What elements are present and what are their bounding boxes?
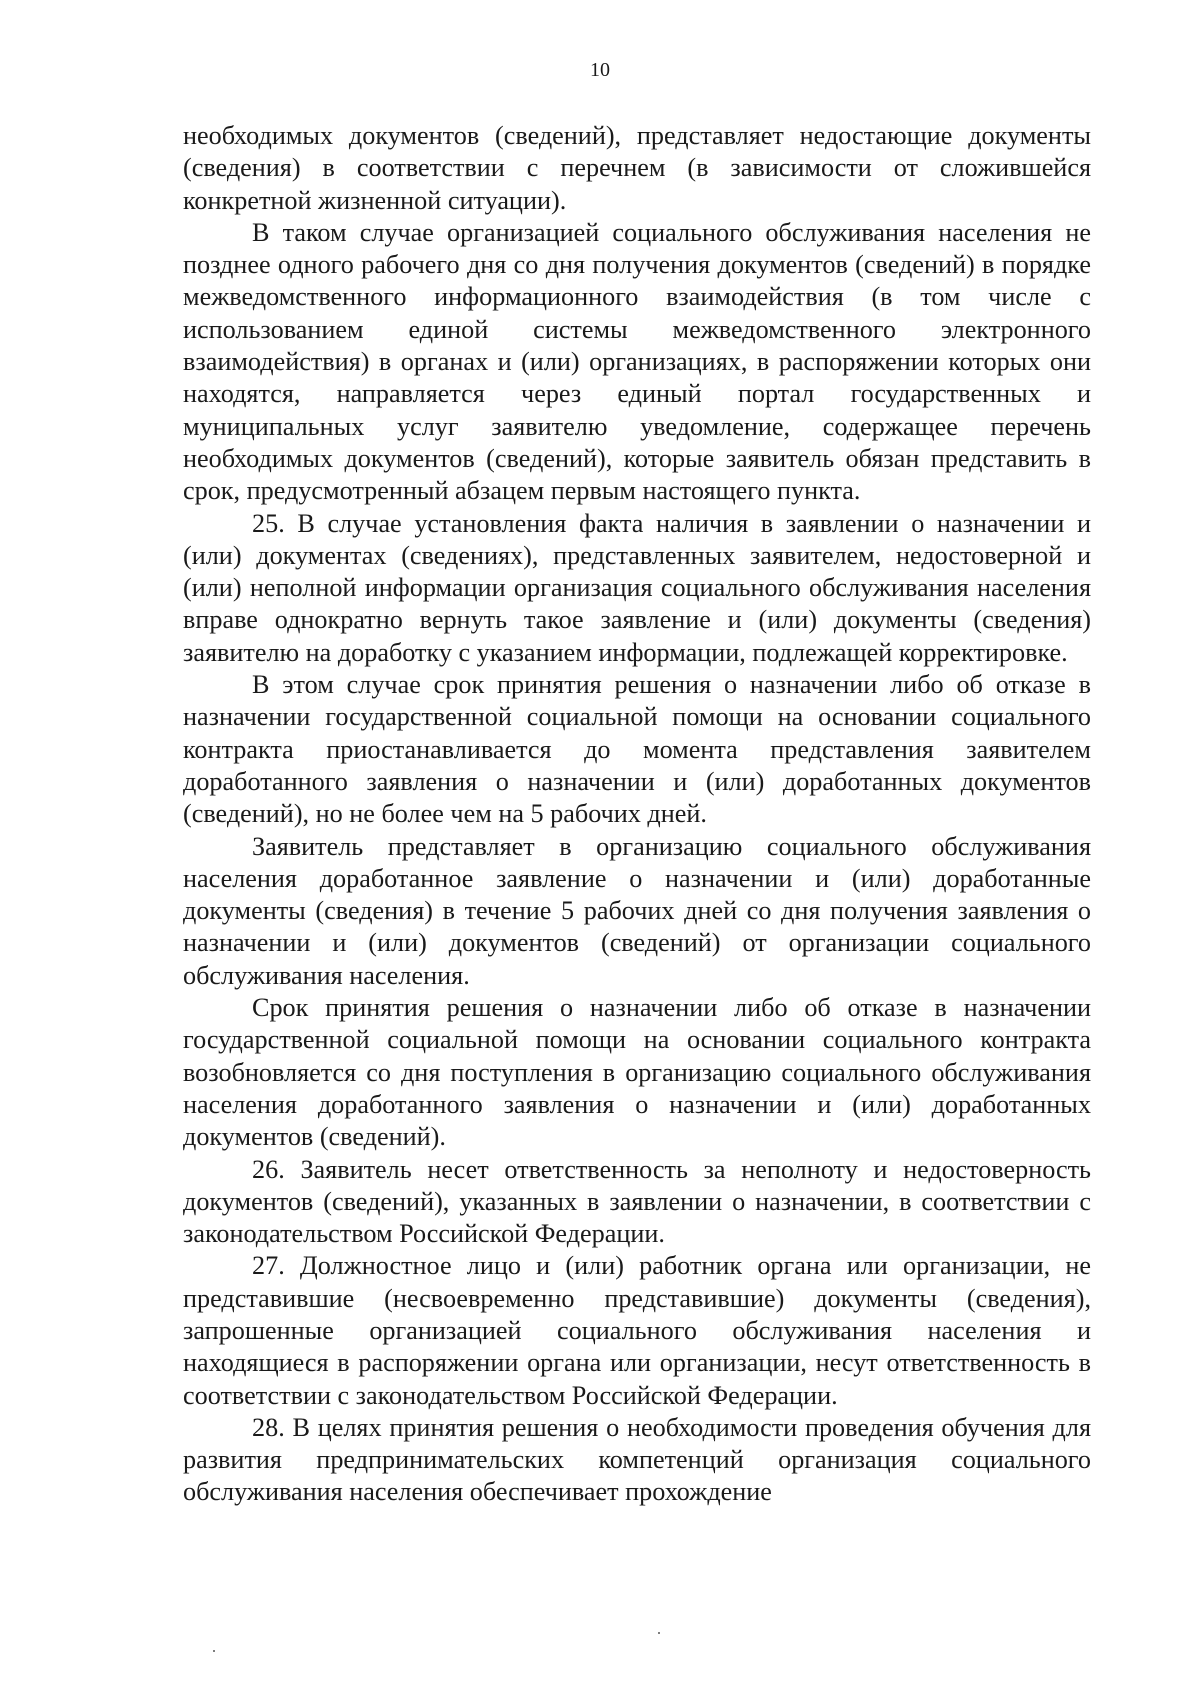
paragraph-clause-28: 28. В целях принятия решения о необходимости проведения обучения для развития предпринимательских компетенций организация социального обслуживания населения обеспечивает прохождение [183, 1412, 1091, 1507]
paragraph-resumption: Срок принятия решения о назначении либо об отказе в назначении государственной социальной помощи на основании социального контракта возобновляется со дня поступления в организацию социального обслуживания населения доработанного заявления о назначении и (или) доработанных документов (сведений). [183, 993, 1091, 1152]
scan-speck [658, 1632, 660, 1634]
paragraph-suspension: В этом случае срок принятия решения о назначении либо об отказе в назначении государственной социальной помощи на основании социального контракта приостанавливается до момента представления заявителем доработанного заявления о назначении и (или) доработанных документов (сведений), но не более чем на 5 рабочих дней. [183, 670, 1091, 829]
paragraph-clause-26: 26. Заявитель несет ответственность за неполноту и недостоверность документов (сведений), указанных в заявлении о назначении, в соответствии с законодательством Российской Федерации. [183, 1154, 1091, 1249]
scan-speck [213, 1650, 215, 1652]
paragraph-continuation: необходимых документов (сведений), представляет недостающие документы (сведения) в соответствии с перечнем (в зависимости от сложившейся конкретной жизненной ситуации). [183, 121, 1091, 215]
paragraph-clause-25: 25. В случае установления факта наличия в заявлении о назначении и (или) документах (сведениях), представленных заявителем, недостоверной и (или) неполной информации организация социального обслуживания населения вправе однократно вернуть такое заявление и (или) документы (сведения) заявителю на доработку с указанием информации, подлежащей корректировке. [183, 508, 1091, 667]
paragraph-resubmission: Заявитель представляет в организацию социального обслуживания населения доработанное заявление о назначении и (или) доработанные документы (сведения) в течение 5 рабочих дней со дня получения заявления о назначении и (или) документов (сведений) от организации социального обслуживания населения. [183, 831, 1091, 990]
paragraph-clause-27: 27. Должностное лицо и (или) работник органа или организации, не представившие (несвоевременно представившие) документы (сведения), запрошенные организацией социального обслуживания населения и находящиеся в распоряжении органа или организации, несут ответственность в соответствии с законодательством Российской Федерации. [183, 1251, 1091, 1410]
document-body [183, 120, 1091, 1509]
page-number: 10 [590, 59, 610, 81]
paragraph-notification: В таком случае организацией социального обслуживания населения не позднее одного рабочего дня со дня получения документов (сведений) в порядке межведомственного информационного взаимодействия (в том числе с использованием единой системы межведомственного электронного взаимодействия) в органах и (или) организациях, в распоряжении которых они находятся, направляется через единый портал государственных и муниципальных услуг заявителю уведомление, содержащее перечень необходимых документов (сведений), которые заявитель обязан представить в срок, предусмотренный абзацем первым настоящего пункта. [183, 217, 1091, 506]
